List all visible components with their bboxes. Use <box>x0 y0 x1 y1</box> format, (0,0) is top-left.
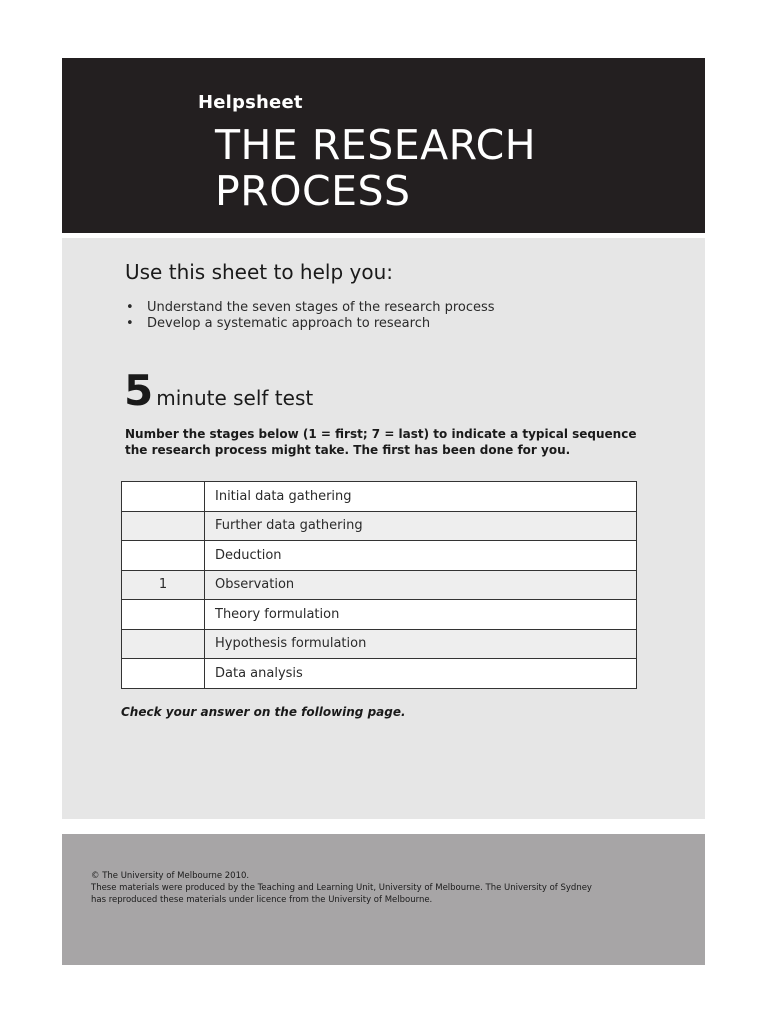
stage-name-cell: Hypothesis formulation <box>205 629 637 659</box>
title-line-1: THE RESEARCH <box>215 121 537 169</box>
bullet-icon: • <box>126 300 134 315</box>
stage-number-cell[interactable] <box>122 659 205 689</box>
footer-panel <box>62 834 705 965</box>
stage-name-cell: Initial data gathering <box>205 482 637 512</box>
table-row <box>122 659 637 689</box>
stage-name-cell: Further data gathering <box>205 511 637 541</box>
footer-line-2: These materials were produced by the Teaching and Learning Unit, University of Melbourne. The University of Sydney <box>91 883 592 893</box>
table-row <box>122 600 637 630</box>
page-title <box>215 122 536 214</box>
stage-number-cell[interactable] <box>122 511 205 541</box>
helpsheet-label: Helpsheet <box>198 92 303 113</box>
header-banner <box>62 58 705 233</box>
stage-number-cell[interactable]: 1 <box>122 570 205 600</box>
stage-name-cell: Theory formulation <box>205 600 637 630</box>
table-row <box>122 629 637 659</box>
title-line-2: PROCESS <box>215 167 411 215</box>
footer-line-3: has reproduced these materials under licence from the University of Melbourne. <box>91 895 433 905</box>
copyright-notice <box>91 870 691 906</box>
stage-number-cell[interactable] <box>122 482 205 512</box>
stages-table <box>121 481 637 689</box>
stage-name-cell: Deduction <box>205 541 637 571</box>
footer-line-1: © The University of Melbourne 2010. <box>91 871 250 881</box>
main-panel <box>62 238 705 819</box>
table-row <box>122 570 637 600</box>
purpose-list <box>125 300 495 332</box>
list-item <box>125 300 495 316</box>
stage-number-cell[interactable] <box>122 629 205 659</box>
stage-number-cell[interactable] <box>122 541 205 571</box>
table-row <box>122 482 637 512</box>
table-row <box>122 541 637 571</box>
self-test-label: minute self test <box>156 386 314 410</box>
list-item <box>125 316 495 332</box>
check-answer-note: Check your answer on the following page. <box>121 705 406 719</box>
table-row <box>122 511 637 541</box>
self-test-instructions: Number the stages below (1 = first; 7 = last) to indicate a typical sequence the research process might take. The first has been done for you. <box>125 427 637 457</box>
stage-name-cell: Data analysis <box>205 659 637 689</box>
self-test-number: 5 <box>124 366 154 415</box>
list-item-text: Develop a systematic approach to research <box>147 316 431 331</box>
stage-name-cell: Observation <box>205 570 637 600</box>
list-item-text: Understand the seven stages of the research process <box>147 300 495 315</box>
self-test-heading <box>124 366 313 415</box>
intro-heading: Use this sheet to help you: <box>125 260 393 284</box>
bullet-icon: • <box>126 316 134 331</box>
stage-number-cell[interactable] <box>122 600 205 630</box>
